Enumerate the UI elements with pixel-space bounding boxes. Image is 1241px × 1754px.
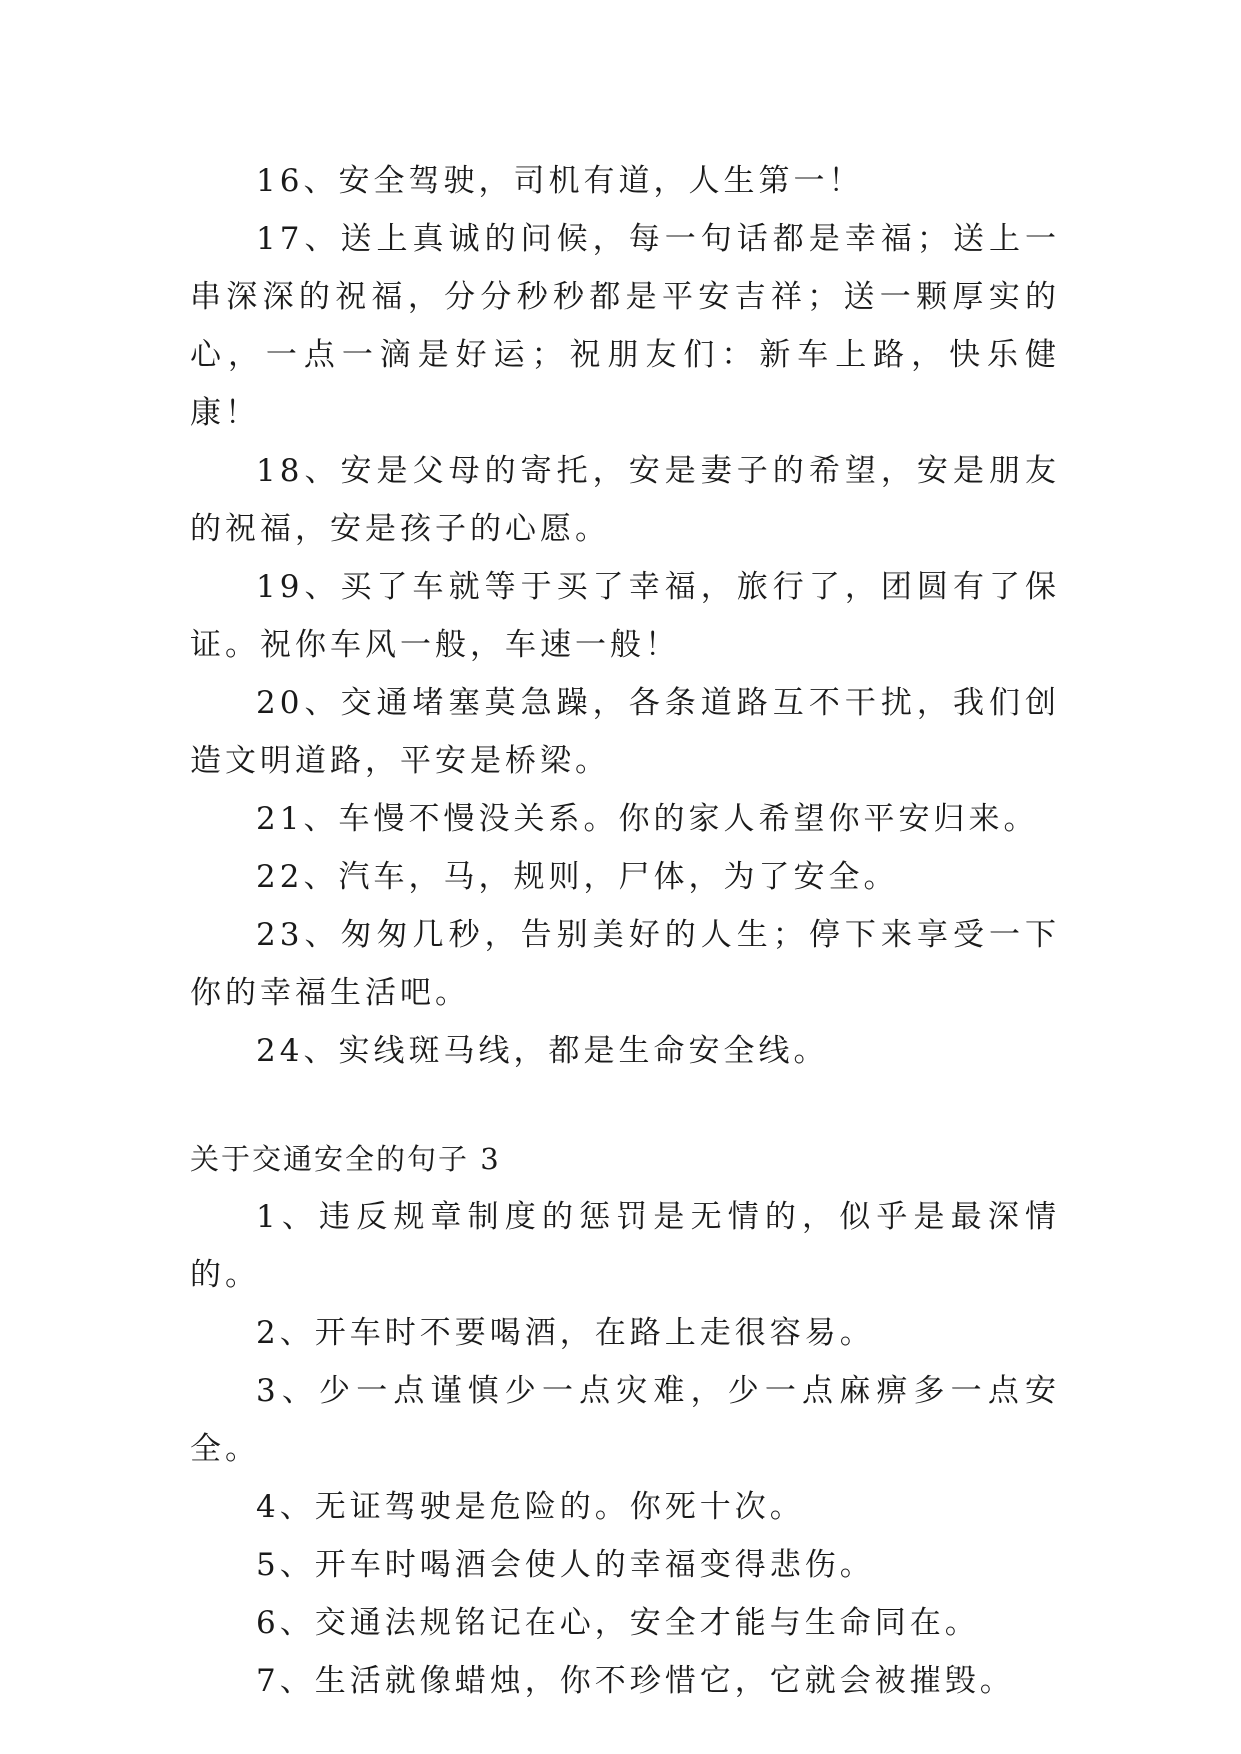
paragraph-17: 17、送上真诚的问候，每一句话都是幸福；送上一串深深的祝福，分分秒秒都是平安吉祥；送一颗厚实的心，一点一滴是好运；祝朋友们：新车上路，快乐健康！ — [190, 221, 1060, 431]
paragraph-1: 1、违反规章制度的惩罚是无情的，似乎是最深情的。 — [190, 1199, 1060, 1293]
document-body — [190, 152, 1060, 1710]
paragraph-20: 20、交通堵塞莫急躁，各条道路互不干扰，我们创造文明道路，平安是桥梁。 — [190, 685, 1060, 779]
paragraph-2: 2、开车时不要喝酒，在路上走很容易。 — [256, 1315, 875, 1351]
paragraph-19: 19、买了车就等于买了幸福，旅行了，团圆有了保证。祝你车风一般，车速一般！ — [190, 569, 1060, 663]
paragraph-6: 6、交通法规铭记在心，安全才能与生命同在。 — [256, 1605, 980, 1641]
paragraph-4: 4、无证驾驶是危险的。你死十次。 — [256, 1489, 805, 1525]
paragraph-23: 23、匆匆几秒，告别美好的人生；停下来享受一下你的幸福生活吧。 — [190, 917, 1060, 1011]
paragraph-24: 24、实线斑马线，都是生命安全线。 — [256, 1033, 829, 1069]
paragraph-16: 16、安全驾驶，司机有道，人生第一！ — [256, 163, 864, 199]
paragraph-5: 5、开车时喝酒会使人的幸福变得悲伤。 — [256, 1547, 875, 1583]
paragraph-7: 7、生活就像蜡烛，你不珍惜它，它就会被摧毁。 — [256, 1663, 1015, 1699]
paragraph-3: 3、少一点谨慎少一点灾难，少一点麻痹多一点安全。 — [190, 1373, 1060, 1467]
section-title: 关于交通安全的句子 3 — [190, 1142, 501, 1176]
paragraph-22: 22、汽车，马，规则，尸体，为了安全。 — [256, 859, 899, 895]
paragraph-21: 21、车慢不慢没关系。你的家人希望你平安归来。 — [256, 801, 1039, 837]
paragraph-18: 18、安是父母的寄托，安是妻子的希望，安是朋友的祝福，安是孩子的心愿。 — [190, 453, 1060, 547]
